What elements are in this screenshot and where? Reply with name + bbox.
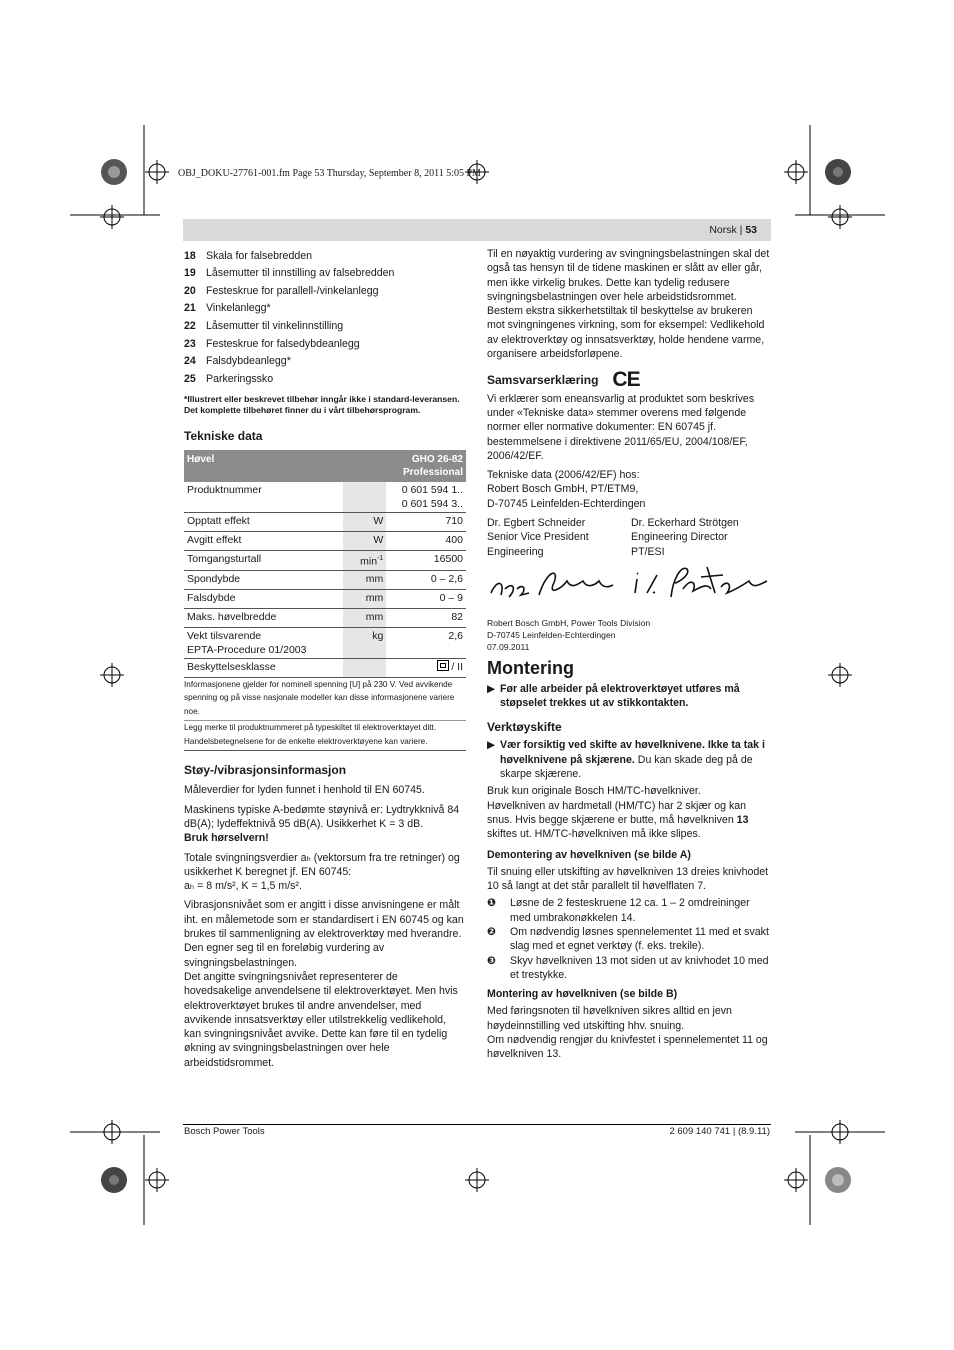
noise-p3-values: aₕ = 8 m/s², K = 1,5 m/s². [184, 880, 302, 893]
part-number: 22 [184, 320, 196, 333]
company-address [487, 617, 771, 653]
table-cell-unit: mm [343, 589, 386, 608]
step-text: Løsne de 2 festeskruene 12 ca. 1 – 2 omdreininger med umbrakonøkkelen 14. [510, 897, 750, 924]
table-cell-unit: mm [343, 570, 386, 589]
table-cell-unit: $\min^{-1}$ [343, 551, 386, 571]
table-note-voltage: Informasjonene gjelder for nominell spenning [U] på 230 V. Ved avvikende spenning og på visse nasjonale modeller kan disse informasjonene variere noe. [184, 678, 466, 722]
tech-file-line3: D-70745 Leinfelden-Echterdingen [487, 497, 646, 510]
table-row [184, 570, 466, 589]
tool-change-warning [487, 738, 771, 781]
page-header [183, 219, 771, 241]
tool-warning-bold: Vær forsiktig ved skifte av høvelknivene. Ikke ta tak i høvelknivene på skjærene. [500, 739, 765, 766]
table-cell-label: Maks. høvelbredde [184, 608, 343, 627]
tech-file-line2: Robert Bosch GmbH, PT/ETM9, [487, 483, 639, 496]
table-cell-label: Vekt tilsvarende EPTA-Procedure 01/2003 [184, 627, 343, 658]
noise-p2: Maskinens typiske A-bedømte støynivå er: Lydtrykknivå 84 dB(A); lydeffektnivå 95 dB(A). Usikkerhet K = 3 dB. [184, 803, 460, 830]
parts-list-item [184, 335, 466, 353]
mount-knife-p1: Med føringsnoten til høvelkniven sikres alltid en jevn høydeinnstilling ved utskifting hhv. snuing. [487, 1005, 732, 1032]
print-slug: OBJ_DOKU-27761-001.fm Page 53 Thursday, September 8, 2011 5:05 PM [178, 168, 481, 179]
table-row [184, 513, 466, 532]
table-row [184, 608, 466, 627]
part-number: 24 [184, 355, 196, 368]
table-cell-value: 82 [386, 608, 466, 627]
part-number: 20 [184, 284, 196, 297]
parts-list-item [184, 370, 466, 388]
part-label: Låsemutter til innstilling av falsebredden [206, 267, 395, 280]
table-row [184, 627, 466, 658]
vibration-p1: Til en nøyaktig vurdering av svingningsbelastningen skal det også tas hensyn til de tidene maskinen er slått av eller går, men ikke virkelig brukes. Dette kan tydelig redusere svingningsbelastningen over hele arbeidstidsrommet. [487, 248, 770, 303]
part-number: 21 [184, 302, 196, 315]
table-cell-label: Tomgangsturtall [184, 551, 343, 571]
table-cell-label: Spondybde [184, 570, 343, 589]
signatory-2-title: Engineering Director [631, 531, 728, 544]
table-cell-unit: kg [343, 627, 386, 658]
step-text: Skyv høvelkniven 13 mot siden ut av knivhodet 10 med et trestykke. [510, 954, 769, 981]
triangle-bullet-icon: ▶ [487, 682, 496, 695]
tool-p1: Bruk kun originale Bosch HM/TC-høvelkniver. [487, 785, 701, 798]
conformity-text: Vi erklærer som eneansvarlig at produktet som beskrives under «Tekniske data» stemmer overens med følgende normer eller normative dokumenter: EN 60745 jf. bestemmelsene i direktivene 2011/65/EU, 2004/108/EF, 2006/42/EF. [487, 392, 755, 462]
parts-list [184, 247, 466, 388]
mounting-warning [487, 682, 771, 711]
part-label: Skala for falsebredden [206, 249, 313, 262]
table-cell-unit: W [343, 532, 386, 551]
signatory-1-name: Dr. Egbert Schneider [487, 517, 586, 530]
parts-list-item [184, 247, 466, 265]
part-number: 23 [184, 337, 196, 350]
tool-change-title: Verktøyskifte [487, 720, 562, 735]
parts-list-item [184, 317, 466, 335]
header-separator: | [736, 224, 746, 236]
dismount-step [487, 896, 771, 925]
step-text: Om nødvendig løsnes spennelementet 11 med et svakt slag med et egnet verktøy (f. eks. trekile). [510, 925, 769, 953]
page-number: 53 [745, 224, 757, 236]
signatory-2-dept: PT/ESI [631, 545, 665, 558]
table-cell-value: 710 [386, 513, 466, 532]
table-cell-label: Produktnummer [184, 482, 343, 513]
signatory-1-dept: Engineering [487, 545, 544, 558]
dismount-steps [487, 896, 771, 982]
table-row [184, 482, 466, 513]
tool-p2 [487, 799, 771, 842]
parts-list-item [184, 300, 466, 318]
tech-data-title: Tekniske data [184, 428, 263, 443]
table-cell-value: / II [386, 658, 466, 677]
table-cell-value: 0 – 2,6 [386, 570, 466, 589]
part-label: Låsemutter til vinkelinnstilling [206, 320, 344, 333]
table-row [184, 551, 466, 571]
parts-list-item [184, 265, 466, 283]
part-label: Falsdybdeanlegg* [206, 355, 291, 368]
table-cell-value: 16500 [386, 551, 466, 571]
step-number-icon: ❸ [487, 954, 496, 967]
right-column [487, 247, 771, 1062]
parts-list-item [184, 353, 466, 371]
signatory-2-name: Dr. Eckerhard Strötgen [631, 517, 739, 530]
table-cell-value: 2,6 [386, 627, 466, 658]
header-text [709, 219, 771, 241]
table-cell-label: Opptatt effekt [184, 513, 343, 532]
noise-p1: Måleverdier for lyden funnet i henhold til EN 60745. [184, 784, 425, 797]
signatures-image [487, 559, 771, 609]
dismount-step [487, 925, 771, 954]
header-language: Norsk [709, 224, 737, 236]
table-row [184, 589, 466, 608]
table-cell-unit [343, 482, 386, 513]
model-line: Professional [402, 467, 463, 479]
part-label: Festeskrue for parallell-/vinkelanlegg [206, 284, 379, 297]
signatory-1 [487, 516, 631, 559]
table-cell-label: Avgitt effekt [184, 532, 343, 551]
conformity-title: Samsvarserklæring [487, 373, 599, 388]
table-row [184, 658, 466, 677]
signatory-2 [631, 516, 739, 559]
part-number: 19 [184, 267, 196, 280]
table-header-model [386, 450, 466, 482]
table-row [184, 532, 466, 551]
dismount-step [487, 954, 771, 983]
table-cell-value: 0 – 9 [386, 589, 466, 608]
protection-class-icon [437, 660, 449, 671]
noise-title: Støy-/vibrasjonsinformasjon [184, 763, 347, 778]
step-number-icon: ❷ [487, 925, 496, 938]
ce-mark-icon: CE [612, 368, 640, 392]
signatory-1-title: Senior Vice President [487, 531, 589, 544]
mount-knife-title: Montering av høvelkniven (se bilde B) [487, 988, 678, 1001]
parts-list-item [184, 282, 466, 300]
footer-right: 2 609 140 741 | (8.9.11) [669, 1126, 770, 1137]
accessory-note: *Illustrert eller beskrevet tilbehør inngår ikke i standard-leveransen. Det komplette tilbehøret finner du i vårt tilbehørsprogram. [184, 393, 460, 416]
mounting-title: Montering [487, 658, 574, 679]
triangle-bullet-icon: ▶ [487, 739, 496, 752]
tool-p2-end: skiftes ut. HM/TC-høvelkniven må ikke slipes. [487, 828, 701, 841]
address-date: 07.09.2011 [487, 642, 530, 653]
table-note-product-number: Legg merke til produktnummeret på typeskiltet til elektroverktøyet ditt. Handelsbetegnelsene for de enkelte elektroverktøyene kan variere. [184, 721, 466, 751]
tech-file-line1: Tekniske data (2006/42/EF) hos: [487, 469, 640, 482]
table-header-tool: Høvel [184, 450, 386, 482]
step-number-icon: ❶ [487, 897, 496, 910]
tech-data-table [184, 450, 466, 678]
footer-rule [183, 1124, 771, 1125]
part-label: Vinkelanlegg* [206, 302, 271, 315]
mount-knife-p2: Om nødvendig rengjør du knivfestet i spennelementet 11 og høvelkniven 13. [487, 1034, 768, 1061]
dismount-p: Til snuing eller utskifting av høvelkniven 13 dreies knivhodet 10 så langt at det står parallelt til høvelflaten 7. [487, 865, 769, 893]
tool-warning-text: Du kan skade deg på de skarpe skjærene. [500, 753, 753, 781]
noise-p4: Vibrasjonsnivået som er angitt i disse anvisningene er målt iht. en målemetode som er standardisert i EN 60745 og kan brukes til sammenligning av elektroverktøy med hverandre. Den egner seg til en foreløbig vurdering av svingningsbelastningen. [184, 899, 464, 969]
noise-p2-warning: Bruk hørselvern! [184, 832, 269, 845]
noise-p3: Totale svingningsverdier aₕ (vektorsum fra tre retninger) og usikkerhet K beregnet jf. EN 60745: [184, 851, 460, 878]
mounting-warning-text: Før alle arbeider på elektroverktøyet utføres må støpselet trekkes ut av stikkontakten. [500, 682, 740, 709]
table-cell-unit: W [343, 513, 386, 532]
table-cell-value: 400 [386, 532, 466, 551]
tool-p2-start: Høvelkniven av hardmetall (HM/TC) har 2 skjær og kan snus. Hvis begge skjærene er butte, må høvelkniven [487, 799, 747, 826]
part-label: Festeskrue for falsedybdeanlegg [206, 337, 360, 350]
footer-left: Bosch Power Tools [184, 1126, 265, 1137]
tool-p2-number: 13 [736, 813, 749, 826]
noise-p5: Det angitte svingningsnivået representerer de hovedsakelige anvendelsene til elektroverktøyet. Men hvis elektroverktøyet brukes til andre anvendelser, med avvikende innsatsverktøy eller utilstrekkelig vedlikehold, kan svingningsnivået avvike. Dette kan føre til en tydelig økning av svingningsbelastningen over hele arbeidstidsrommet. [184, 970, 458, 1069]
left-column [184, 247, 466, 1070]
dismount-title: Demontering av høvelkniven (se bilde A) [487, 848, 691, 861]
address-line2: D-70745 Leinfelden-Echterdingen [487, 630, 616, 641]
address-line1: Robert Bosch GmbH, Power Tools Division [487, 618, 651, 629]
table-cell-value: 0 601 594 1.. 0 601 594 3.. [386, 482, 466, 513]
model-name: GHO 26-82 [411, 454, 463, 466]
table-cell-label: Falsdybde [184, 589, 343, 608]
table-cell-unit: mm [343, 608, 386, 627]
part-label: Parkeringssko [206, 372, 274, 385]
part-number: 18 [184, 249, 196, 262]
table-cell-label: Beskyttelsesklasse [184, 658, 343, 677]
part-number: 25 [184, 372, 196, 385]
table-cell-unit [343, 658, 386, 677]
vibration-p2: Bestem ekstra sikkerhetstiltak til beskyttelse av brukeren mot svingningenes virkning, som for eksempel: Vedlikehold av elektroverktøy og innsatsverktøy, holde hendene varme, organisere arbeidsforløpene. [487, 305, 765, 361]
